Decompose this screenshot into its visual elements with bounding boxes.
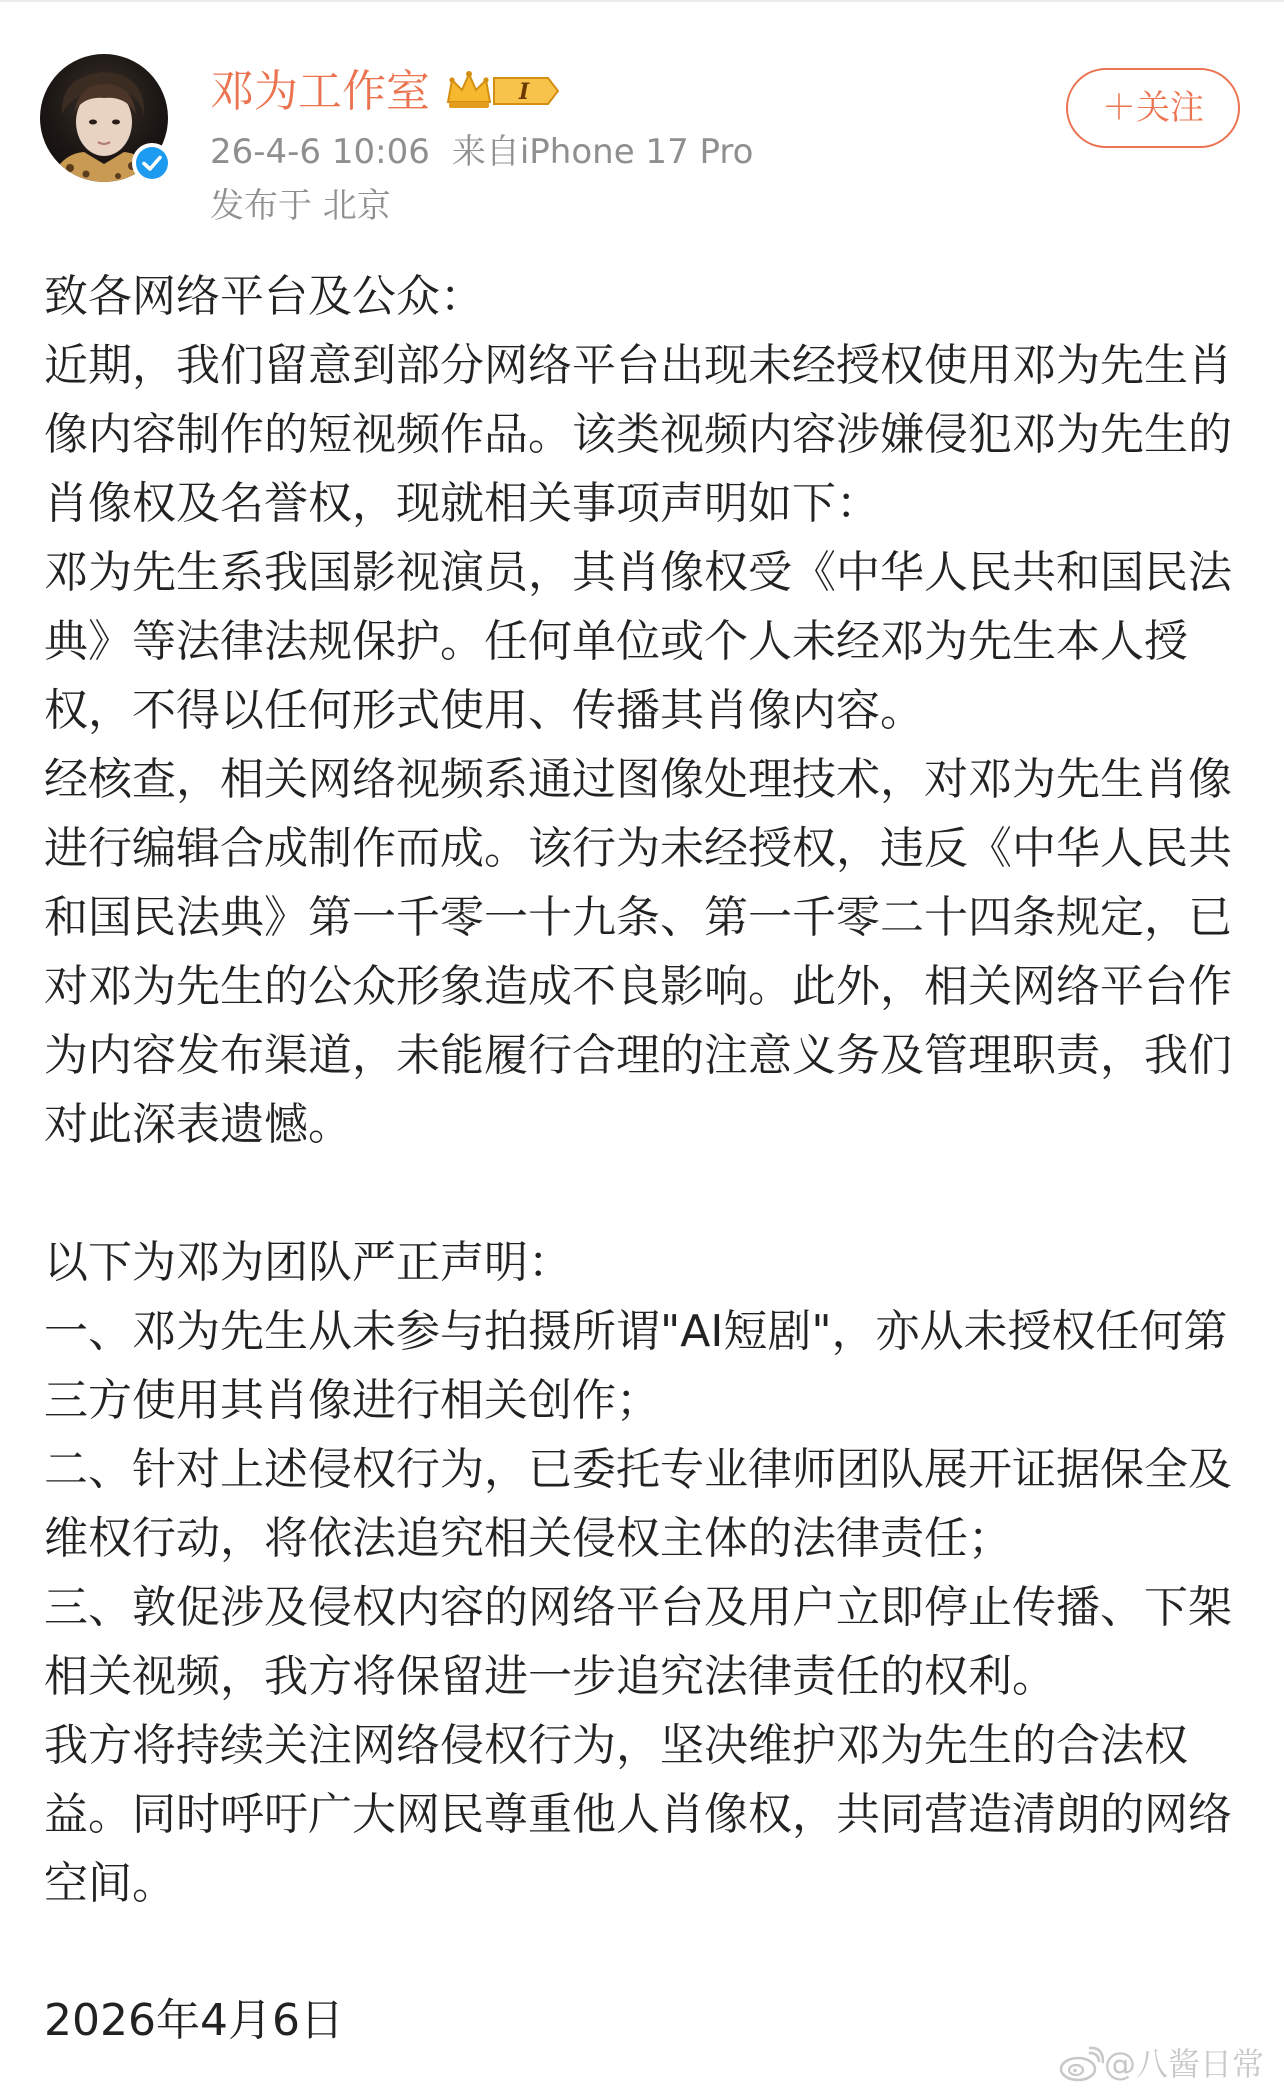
statement-item-1: 一、邓为先生从未参与拍摄所谓"AI短剧"，亦从未授权任何第三方使用其肖像进行相关创作；: [44, 1306, 1228, 1426]
post-body: [44, 262, 1244, 1918]
post-device: 来自iPhone 17 Pro: [451, 132, 754, 172]
watermark: [1058, 2040, 1264, 2084]
account-name[interactable]: 邓为工作室: [210, 66, 430, 117]
post-header: [0, 0, 1284, 250]
crown-level-badge-icon[interactable]: [444, 68, 562, 114]
statement-date: 2026年4月6日: [44, 1995, 344, 2046]
post-paragraph-closing: 我方将持续关注网络侵权行为，坚决维护邓为先生的合法权益。同时呼吁广大网民尊重他人肖像权，共同营造清朗的网络空间。: [44, 1720, 1232, 1909]
watermark-text: @八酱日常: [1104, 2045, 1265, 2083]
post-paragraph-heading: 以下为邓为团队严正声明：: [44, 1237, 572, 1288]
statement-item-2: 二、针对上述侵权行为，已委托专业律师团队展开证据保全及维权行动，将依法追究相关侵权主体的法律责任；: [44, 1444, 1232, 1564]
post-paragraph-salutation: 致各网络平台及公众：: [44, 271, 484, 322]
paragraph-spacer: [44, 1159, 1244, 1228]
post-meta: [210, 130, 753, 174]
statement-item-3: 三、敦促涉及侵权内容的网络平台及用户立即停止传播、下架相关视频，我方将保留进一步追究法律责任的权利。: [44, 1582, 1232, 1702]
weibo-logo-icon: [1058, 2046, 1104, 2082]
post-paragraph: 邓为先生系我国影视演员，其肖像权受《中华人民共和国民法典》等法律法规保护。任何单位或个人未经邓为先生本人授权，不得以任何形式使用、传播其肖像内容。: [44, 547, 1232, 736]
level-badge-text: I: [518, 79, 530, 105]
follow-button[interactable]: ＋关注: [1066, 68, 1240, 148]
post-paragraph: 经核查，相关网络视频系通过图像处理技术，对邓为先生肖像进行编辑合成制作而成。该行为未经授权，违反《中华人民共和国民法典》第一千零一十九条、第一千零二十四条规定，已对邓为先生的公众形象造成不良影响。此外，相关网络平台作为内容发布渠道，未能履行合理的注意义务及管理职责，我们对此深表遗憾。: [44, 754, 1232, 1150]
post-location: 发布于 北京: [210, 186, 391, 226]
post-timestamp: 26-4-6 10:06: [210, 132, 430, 172]
post-paragraph: 近期，我们留意到部分网络平台出现未经授权使用邓为先生肖像内容制作的短视频作品。该类视频内容涉嫌侵犯邓为先生的肖像权及名誉权，现就相关事项声明如下：: [44, 340, 1232, 529]
verified-check-icon: [132, 143, 172, 183]
